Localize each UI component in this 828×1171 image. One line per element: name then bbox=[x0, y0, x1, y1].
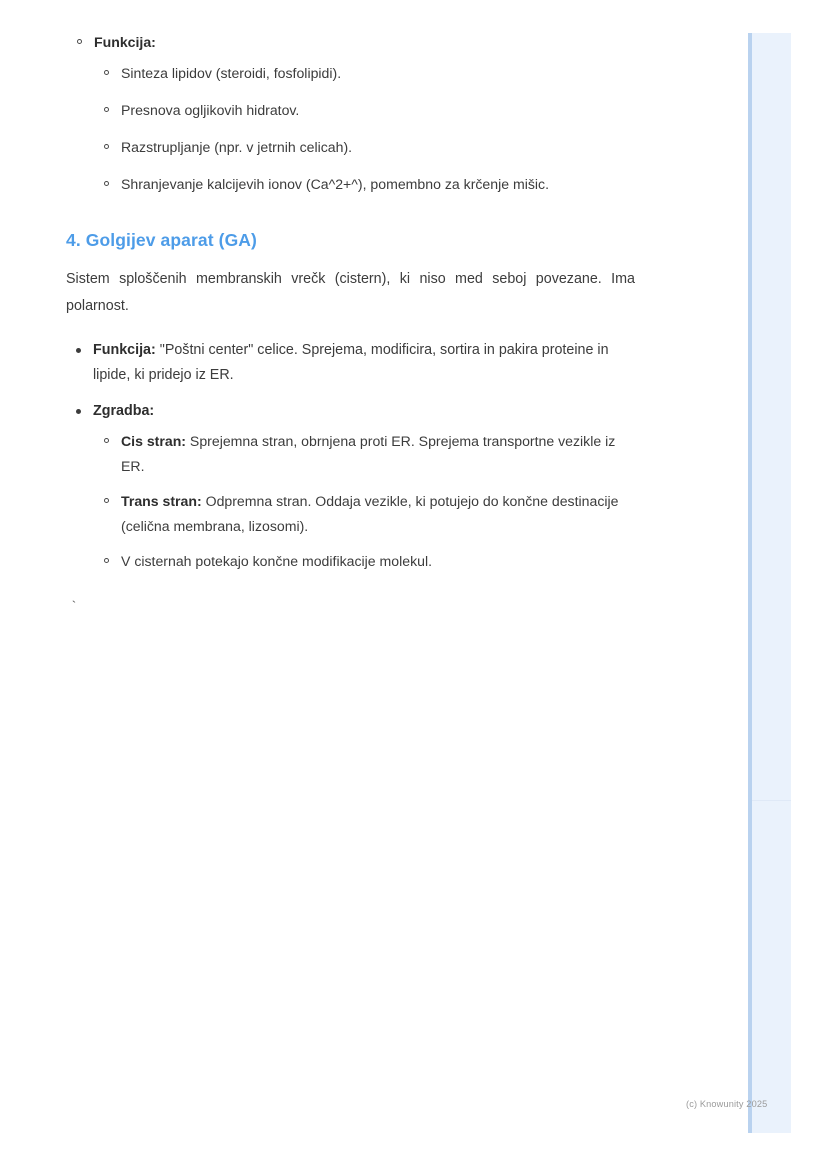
top-sublist bbox=[94, 61, 636, 197]
strip-left-border bbox=[748, 33, 752, 1133]
list-item-text: Presnova ogljikovih hidratov. bbox=[121, 102, 300, 118]
list-item-label: Trans stran: bbox=[121, 492, 202, 509]
section-heading-wrap bbox=[66, 229, 636, 252]
list-item-label: Cis stran: bbox=[121, 432, 187, 449]
section-paragraph: Sistem sploščenih membranskih vrečk (cistern), ki niso med seboj povezane. Ima polarnost. bbox=[66, 270, 635, 314]
copyright-notice: (c) Knowunity 2025 bbox=[686, 1099, 768, 1109]
list-item-cis-stran bbox=[93, 429, 636, 479]
list-item-text: Razstrupljanje (npr. v jetrnih celicah). bbox=[121, 139, 353, 155]
stray-backtick-artifact: ` bbox=[70, 598, 78, 614]
list-item bbox=[94, 98, 636, 123]
list-item-text: Shranjevanje kalcijevih ionov (Ca^2+^), pomembno za krčenje mišic. bbox=[121, 176, 550, 192]
top-continued-list bbox=[66, 30, 636, 197]
list-item-label: Funkcija: bbox=[93, 341, 156, 358]
document-content bbox=[66, 30, 636, 614]
section-heading: 4. Golgijev aparat (GA) bbox=[66, 230, 257, 250]
circle-bullet-icon bbox=[104, 181, 109, 186]
circle-bullet-icon bbox=[104, 438, 109, 443]
list-item bbox=[94, 135, 636, 160]
right-blue-strip bbox=[748, 33, 791, 1133]
section-bullet-list bbox=[66, 338, 636, 574]
list-item bbox=[94, 172, 636, 197]
disc-bullet-icon bbox=[76, 348, 81, 353]
circle-bullet-icon bbox=[77, 39, 82, 44]
list-item-zgradba bbox=[66, 399, 636, 574]
list-item-trans-stran bbox=[93, 489, 636, 539]
list-item-text: Odpremna stran. Oddaja vezikle, ki potujejo do končne destinacije (celična membrana, lizosomi). bbox=[121, 492, 619, 534]
list-item-text: "Poštni center" celice. Sprejema, modificira, sortira in pakira proteine in lipide, ki pridejo iz ER. bbox=[93, 341, 609, 383]
circle-bullet-icon bbox=[104, 498, 109, 503]
list-item bbox=[94, 61, 636, 86]
list-item-label: Zgradba: bbox=[93, 402, 155, 419]
strip-page-seam bbox=[752, 800, 791, 801]
list-item-text: Sinteza lipidov (steroidi, fosfolipidi). bbox=[121, 65, 342, 81]
circle-bullet-icon bbox=[104, 107, 109, 112]
list-item-cisterne bbox=[93, 549, 636, 574]
circle-bullet-icon bbox=[104, 70, 109, 75]
list-item-text: V cisternah potekajo končne modifikacije molekul. bbox=[121, 552, 433, 569]
circle-bullet-icon bbox=[104, 144, 109, 149]
list-item-label: Funkcija: bbox=[94, 34, 156, 50]
list-item-text: Sprejemna stran, obrnjena proti ER. Sprejema transportne vezikle iz ER. bbox=[121, 432, 616, 474]
zgradba-sublist bbox=[93, 429, 636, 574]
circle-bullet-icon bbox=[104, 558, 109, 563]
list-item-funkcija-er bbox=[66, 30, 636, 197]
disc-bullet-icon bbox=[76, 409, 81, 414]
list-item-funkcija-ga bbox=[66, 338, 636, 388]
